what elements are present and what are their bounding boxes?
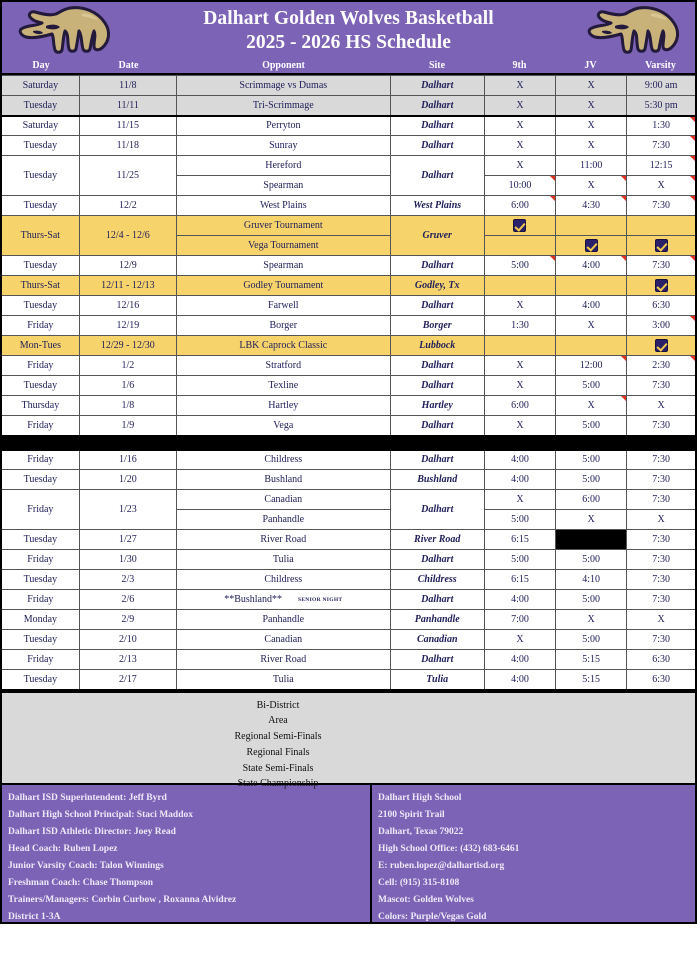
cell-site: Dalhart (390, 256, 484, 276)
cell-date: 1/27 (79, 530, 176, 550)
cell-ninth-time: 6:00 (484, 396, 555, 416)
cell-site: Dalhart (390, 76, 484, 96)
cell-ninth-time: 4:00 (484, 650, 555, 670)
cell-jv-time (556, 530, 627, 550)
cell-varsity-time: 6:30 (627, 296, 696, 316)
cell-opponent: Spearman (176, 176, 390, 196)
cell-varsity-time: X (627, 176, 696, 196)
table-row (1, 570, 696, 590)
cell-opponent: Godley Tournament (176, 276, 390, 296)
cell-jv-time: X (556, 396, 627, 416)
cell-site: Borger (390, 316, 484, 336)
cell-varsity-time: 9:00 am (627, 76, 696, 96)
cell-date: 1/23 (79, 490, 176, 530)
cell-jv-time: 5:00 (556, 550, 627, 570)
comment-flag-icon (690, 356, 695, 361)
table-row (1, 630, 696, 650)
cell-opponent: Panhandle (176, 510, 390, 530)
cell-site: Dalhart (390, 590, 484, 610)
cell-day: Tuesday (1, 156, 79, 196)
cell-varsity-time: 6:30 (627, 650, 696, 670)
table-row (1, 436, 696, 450)
cell-day: Tuesday (1, 470, 79, 490)
cell-ninth-time: X (484, 376, 555, 396)
footer-staff-line: Head Coach: Ruben Lopez (8, 843, 118, 854)
playoffs-section (0, 691, 697, 790)
cell-date: 2/13 (79, 650, 176, 670)
checkbox-checked-icon (513, 219, 526, 232)
cell-ninth-time: 4:00 (484, 670, 555, 690)
cell-ninth-time: 7:00 (484, 610, 555, 630)
cell-ninth-time: X (484, 296, 555, 316)
cell-day: Tuesday (1, 196, 79, 216)
cell-day: Tuesday (1, 256, 79, 276)
cell-jv-time: 5:00 (556, 450, 627, 470)
cell-ninth-time: X (484, 116, 555, 136)
cell-day: Tuesday (1, 630, 79, 650)
checkbox-checked-icon (655, 239, 668, 252)
cell-site: Dalhart (390, 490, 484, 530)
cell-site: Dalhart (390, 136, 484, 156)
cell-day: Tuesday (1, 376, 79, 396)
cell-varsity-time: 7:30 (627, 416, 696, 436)
playoff-round-label: State Championship (237, 778, 319, 790)
cell-varsity-time: 6:30 (627, 670, 696, 690)
cell-site: Canadian (390, 630, 484, 650)
comment-flag-icon (550, 256, 555, 261)
cell-date: 1/2 (79, 356, 176, 376)
page-title: Dalhart Golden Wolves Basketball (203, 8, 494, 30)
cell-day: Tuesday (1, 530, 79, 550)
cell-day: Friday (1, 316, 79, 336)
cell-day: Tuesday (1, 670, 79, 690)
table-row (1, 256, 696, 276)
playoff-round-label: Area (268, 715, 288, 727)
cell-jv-time: X (556, 76, 627, 96)
table-row (1, 490, 696, 510)
cell-opponent: Canadian (176, 490, 390, 510)
cell-site: Dalhart (390, 416, 484, 436)
cell-date: 12/2 (79, 196, 176, 216)
cell-site: Gruver (390, 216, 484, 256)
table-row (1, 156, 696, 176)
footer-staff-line: Junior Varsity Coach: Talon Winnings (8, 860, 164, 871)
cell-jv-time: 4:00 (556, 256, 627, 276)
cell-site: Godley, Tx (390, 276, 484, 296)
cell-ninth-time: X (484, 76, 555, 96)
cell-opponent: Farwell (176, 296, 390, 316)
cell-ninth-time: X (484, 416, 555, 436)
cell-day: Tuesday (1, 570, 79, 590)
column-header-date: Date (118, 60, 139, 71)
cell-varsity-time: 7:30 (627, 376, 696, 396)
column-header-varsity: Varsity (645, 60, 676, 71)
cell-date: 1/16 (79, 450, 176, 470)
footer-staff-line: Dalhart High School Principal: Staci Maddox (8, 809, 193, 820)
title-block (203, 7, 494, 52)
cell-day: Thurs-Sat (1, 216, 79, 256)
footer-contacts (0, 785, 697, 924)
cell-varsity-time: 7:30 (627, 196, 696, 216)
cell-ninth-time: 6:00 (484, 196, 555, 216)
footer-staff-line: Trainers/Managers: Corbin Curbow , Roxanna Alvidrez (8, 894, 237, 905)
column-header-9th: 9th (512, 60, 527, 71)
cell-ninth-time: 10:00 (484, 176, 555, 196)
cell-opponent: Sunray (176, 136, 390, 156)
cell-site: Dalhart (390, 156, 484, 196)
table-row (1, 276, 696, 296)
cell-opponent: Vega Tournament (176, 236, 390, 256)
cell-opponent: Panhandle (176, 610, 390, 630)
table-row (1, 590, 696, 610)
cell-ninth-time: 4:00 (484, 470, 555, 490)
cell-varsity-time: 1:30 (627, 116, 696, 136)
senior-night-label: SENIOR NIGHT (297, 597, 343, 603)
cell-varsity-time: 7:30 (627, 136, 696, 156)
cell-date: 12/9 (79, 256, 176, 276)
cell-jv-time (556, 216, 627, 236)
cell-jv-time: 5:15 (556, 650, 627, 670)
cell-date: 1/20 (79, 470, 176, 490)
cell-jv-time: 5:00 (556, 470, 627, 490)
column-header-site: Site (428, 60, 446, 71)
table-row (1, 296, 696, 316)
cell-jv-time: X (556, 610, 627, 630)
cell-site: Dalhart (390, 116, 484, 136)
cell-varsity-time: 7:30 (627, 530, 696, 550)
cell-varsity-time (627, 236, 696, 256)
comment-flag-icon (621, 256, 626, 261)
cell-jv-time: 5:00 (556, 630, 627, 650)
cell-site: Tulia (390, 670, 484, 690)
checkbox-checked-icon (655, 279, 668, 292)
table-row (1, 136, 696, 156)
cell-jv-time: X (556, 176, 627, 196)
cell-ninth-time (484, 216, 555, 236)
cell-date: 11/8 (79, 76, 176, 96)
table-row (1, 650, 696, 670)
cell-ninth-time: X (484, 156, 555, 176)
cell-date: 11/11 (79, 96, 176, 116)
cell-varsity-time: 7:30 (627, 470, 696, 490)
cell-opponent: Childress (176, 450, 390, 470)
comment-flag-icon (621, 396, 626, 401)
cell-jv-time: 6:00 (556, 490, 627, 510)
cell-opponent: Scrimmage vs Dumas (176, 76, 390, 96)
cell-day: Saturday (1, 116, 79, 136)
cell-opponent: Perryton (176, 116, 390, 136)
cell-varsity-time: X (627, 396, 696, 416)
footer-school-line: E: ruben.lopez@dalhartisd.org (378, 860, 505, 871)
comment-flag-icon (550, 196, 555, 201)
cell-varsity-time: 7:30 (627, 256, 696, 276)
table-row (1, 316, 696, 336)
cell-jv-time (556, 276, 627, 296)
cell-jv-time (556, 236, 627, 256)
cell-jv-time: 12:00 (556, 356, 627, 376)
footer-staff-line: Dalhart ISD Superintendent: Jeff Byrd (8, 792, 167, 803)
cell-day: Mon-Tues (1, 336, 79, 356)
cell-opponent: River Road (176, 650, 390, 670)
table-row (1, 396, 696, 416)
cell-day: Monday (1, 610, 79, 630)
cell-jv-time: 11:00 (556, 156, 627, 176)
table-row (1, 356, 696, 376)
cell-date: 12/4 - 12/6 (79, 216, 176, 256)
column-header-opponent: Opponent (262, 60, 305, 71)
cell-site: West Plains (390, 196, 484, 216)
cell-ninth-time: 5:00 (484, 550, 555, 570)
cell-site: Dalhart (390, 96, 484, 116)
table-row (1, 530, 696, 550)
page-subtitle: 2025 - 2026 HS Schedule (246, 31, 451, 53)
cell-date: 11/15 (79, 116, 176, 136)
cell-day: Friday (1, 590, 79, 610)
footer-school-line: Mascot: Golden Wolves (378, 894, 474, 905)
footer-staff-line: Freshman Coach: Chase Thompson (8, 877, 154, 888)
cell-ninth-time: X (484, 356, 555, 376)
cell-ninth-time: X (484, 96, 555, 116)
cell-varsity-time: X (627, 510, 696, 530)
header-banner (0, 0, 697, 58)
table-row (1, 416, 696, 436)
cell-site: Dalhart (390, 356, 484, 376)
wolf-head-logo-left (8, 3, 120, 59)
table-row (1, 116, 696, 136)
footer-school-line: Dalhart High School (378, 792, 462, 803)
cell-varsity-time: 7:30 (627, 450, 696, 470)
cell-opponent: LBK Caprock Classic (176, 336, 390, 356)
cell-jv-time: 4:30 (556, 196, 627, 216)
cell-varsity-time: 2:30 (627, 356, 696, 376)
cell-opponent: Canadian (176, 630, 390, 650)
cell-varsity-time: 7:30 (627, 630, 696, 650)
playoff-round-label: Regional Finals (246, 746, 310, 758)
cell-ninth-time: X (484, 490, 555, 510)
cell-date: 12/29 - 12/30 (79, 336, 176, 356)
cell-opponent: Spearman (176, 256, 390, 276)
playoff-round-label: Bi-District (256, 699, 300, 711)
cell-day: Tuesday (1, 96, 79, 116)
cell-day: Friday (1, 550, 79, 570)
cell-date: 1/9 (79, 416, 176, 436)
cell-varsity-time: 7:30 (627, 490, 696, 510)
cell-jv-time: X (556, 96, 627, 116)
cell-ninth-time (484, 236, 555, 256)
footer-staff-line: Dalhart ISD Athletic Director: Joey Read (8, 826, 176, 837)
cell-site: Dalhart (390, 450, 484, 470)
cell-day: Tuesday (1, 296, 79, 316)
schedule-table (0, 75, 697, 691)
cell-ninth-time (484, 336, 555, 356)
footer-school-line: High School Office: (432) 683-6461 (378, 843, 520, 854)
cell-opponent: Texline (176, 376, 390, 396)
cell-jv-time: 5:00 (556, 590, 627, 610)
cell-site: Lubbock (390, 336, 484, 356)
footer-school-line: Cell: (915) 315-8108 (378, 877, 460, 888)
checkbox-checked-icon (585, 239, 598, 252)
cell-opponent: Vega (176, 416, 390, 436)
cell-opponent: West Plains (176, 196, 390, 216)
cell-date: 12/19 (79, 316, 176, 336)
cell-day: Friday (1, 450, 79, 470)
cell-date: 12/16 (79, 296, 176, 316)
cell-jv-time (556, 336, 627, 356)
cell-date: 2/10 (79, 630, 176, 650)
cell-site: Childress (390, 570, 484, 590)
footer-staff-line: District 1-3A (8, 911, 61, 922)
cell-opponent: Tulia (176, 670, 390, 690)
cell-site: Dalhart (390, 376, 484, 396)
column-header-day: Day (32, 60, 50, 71)
cell-varsity-time (627, 336, 696, 356)
comment-flag-icon (690, 316, 695, 321)
cell-ninth-time: X (484, 136, 555, 156)
table-row (1, 216, 696, 236)
table-row (1, 96, 696, 116)
comment-flag-icon (550, 176, 555, 181)
cell-opponent: Tri-Scrimmage (176, 96, 390, 116)
cell-day: Friday (1, 490, 79, 530)
comment-flag-icon (690, 176, 695, 181)
cell-opponent: Hereford (176, 156, 390, 176)
cell-ninth-time: 6:15 (484, 530, 555, 550)
table-row (1, 450, 696, 470)
cell-day: Saturday (1, 76, 79, 96)
cell-date: 2/6 (79, 590, 176, 610)
comment-flag-icon (690, 196, 695, 201)
cell-varsity-time: 12:15 (627, 156, 696, 176)
district-separator-bar (1, 436, 696, 450)
cell-ninth-time: 5:00 (484, 510, 555, 530)
playoff-round-label: State Semi-Finals (242, 762, 314, 774)
cell-ninth-time: 4:00 (484, 590, 555, 610)
cell-ninth-time (484, 276, 555, 296)
comment-flag-icon (690, 256, 695, 261)
wolf-head-logo-right (577, 3, 689, 59)
cell-varsity-time: 5:30 pm (627, 96, 696, 116)
cell-date: 11/18 (79, 136, 176, 156)
cell-varsity-time: 7:30 (627, 570, 696, 590)
comment-flag-icon (621, 356, 626, 361)
cell-site: Dalhart (390, 550, 484, 570)
cell-date: 2/17 (79, 670, 176, 690)
footer-school-line: Dalhart, Texas 79022 (378, 826, 464, 837)
cell-varsity-time: 3:00 (627, 316, 696, 336)
cell-opponent: Stratford (176, 356, 390, 376)
footer-school-line: 2100 Spirit Trail (378, 809, 445, 820)
comment-flag-icon (690, 117, 695, 122)
cell-ninth-time: 1:30 (484, 316, 555, 336)
comment-flag-icon (690, 156, 695, 161)
cell-varsity-time: X (627, 610, 696, 630)
comment-flag-icon (621, 176, 626, 181)
cell-jv-time: 4:00 (556, 296, 627, 316)
cell-site: Hartley (390, 396, 484, 416)
cell-date: 1/30 (79, 550, 176, 570)
cell-date: 2/9 (79, 610, 176, 630)
playoff-round-label: Regional Semi-Finals (234, 731, 322, 743)
cell-opponent: River Road (176, 530, 390, 550)
cell-jv-time: X (556, 510, 627, 530)
cell-site: Dalhart (390, 296, 484, 316)
cell-day: Thursday (1, 396, 79, 416)
cell-day: Thurs-Sat (1, 276, 79, 296)
cell-jv-time: 5:00 (556, 416, 627, 436)
cell-jv-time: 5:15 (556, 670, 627, 690)
cell-ninth-time: 5:00 (484, 256, 555, 276)
cell-site: Dalhart (390, 650, 484, 670)
table-row (1, 376, 696, 396)
cell-varsity-time (627, 276, 696, 296)
cell-ninth-time: 6:15 (484, 570, 555, 590)
cell-date: 1/8 (79, 396, 176, 416)
cell-varsity-time: 7:30 (627, 550, 696, 570)
cell-opponent: Tulia (176, 550, 390, 570)
cell-jv-time: X (556, 316, 627, 336)
cell-date: 2/3 (79, 570, 176, 590)
table-row (1, 550, 696, 570)
cell-jv-time: X (556, 116, 627, 136)
cell-ninth-time: 4:00 (484, 450, 555, 470)
cell-day: Friday (1, 650, 79, 670)
cell-site: River Road (390, 530, 484, 550)
cell-date: 11/25 (79, 156, 176, 196)
comment-flag-icon (690, 136, 695, 141)
checkbox-checked-icon (655, 339, 668, 352)
comment-flag-icon (621, 196, 626, 201)
cell-opponent: Childress (176, 570, 390, 590)
cell-jv-time: X (556, 136, 627, 156)
cell-opponent: Borger (176, 316, 390, 336)
cell-date: 1/6 (79, 376, 176, 396)
table-column-headers (0, 58, 697, 75)
column-header-jv: JV (584, 60, 597, 71)
cell-site: Bushland (390, 470, 484, 490)
cell-date: 12/11 - 12/13 (79, 276, 176, 296)
cell-day: Tuesday (1, 136, 79, 156)
table-row (1, 76, 696, 96)
cell-day: Friday (1, 416, 79, 436)
table-row (1, 610, 696, 630)
table-row (1, 336, 696, 356)
cell-jv-time: 5:00 (556, 376, 627, 396)
cell-varsity-time: 7:30 (627, 590, 696, 610)
cell-opponent: Bushland (176, 470, 390, 490)
cell-opponent: **Bushland** SENIOR NIGHT (176, 590, 390, 610)
cell-day: Friday (1, 356, 79, 376)
table-row (1, 470, 696, 490)
cell-opponent: Hartley (176, 396, 390, 416)
footer-staff-column (2, 785, 372, 922)
cell-ninth-time: X (484, 630, 555, 650)
cell-varsity-time (627, 216, 696, 236)
table-row (1, 670, 696, 690)
table-row (1, 196, 696, 216)
footer-school-line: Colors: Purple/Vegas Gold (378, 911, 487, 922)
cell-site: Panhandle (390, 610, 484, 630)
cell-jv-time: 4:10 (556, 570, 627, 590)
cell-opponent: Gruver Tournament (176, 216, 390, 236)
footer-school-column (372, 785, 695, 922)
